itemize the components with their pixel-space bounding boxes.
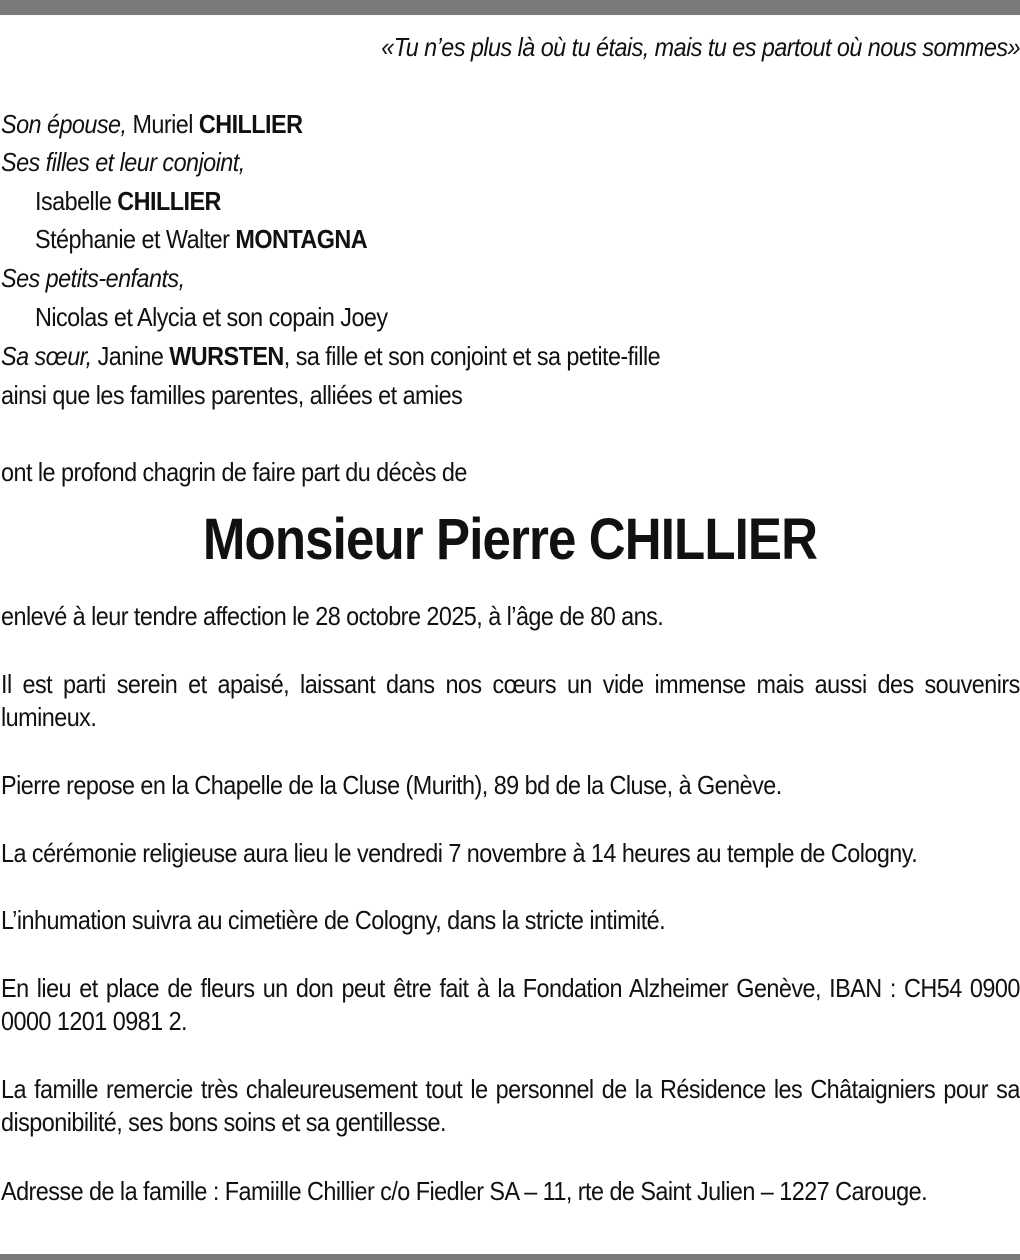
- daughter2-last-name: MONTAGNA: [235, 224, 368, 254]
- daughter1-line: [35, 185, 952, 217]
- announcement-text: ont le profond chagrin de faire part du décès de: [1, 457, 467, 487]
- family-address-paragraph: Adresse de la famille : Famiille Chillier c/o Fiedler SA – 11, rte de Saint Julien – 1227 Carouge.: [1, 1176, 928, 1206]
- repose-paragraph: Pierre repose en la Chapelle de la Cluse (Murith), 89 bd de la Cluse, à Genève.: [1, 770, 782, 800]
- daughter2-line: [35, 223, 952, 255]
- spouse-first-name: Muriel: [126, 109, 199, 139]
- ceremony-paragraph: La cérémonie religieuse aura lieu le vendredi 7 novembre à 14 heures au temple de Cologny.: [1, 838, 918, 868]
- sister-rest: , sa fille et son conjoint et sa petite-fille: [283, 341, 661, 371]
- burial-paragraph: L’inhumation suivra au cimetière de Cologny, dans la stricte intimité.: [1, 905, 666, 935]
- donation-paragraph: En lieu et place de fleurs un don peut être fait à la Fondation Alzheimer Genève, IBAN : CH54 0900 0000 1201 0981 2.: [1, 973, 1020, 1036]
- daughter1-last-name: CHILLIER: [117, 186, 221, 216]
- sister-last-name: WURSTEN: [169, 341, 284, 371]
- daughters-role: Ses filles et leur conjoint,: [1, 147, 245, 177]
- spouse-last-name: CHILLIER: [198, 109, 303, 139]
- grandchildren-role: Ses petits-enfants,: [1, 263, 185, 293]
- spouse-role: Son épouse,: [1, 109, 127, 139]
- death-date-line: enlevé à leur tendre affection le 28 octobre 2025, à l’âge de 80 ans.: [1, 601, 664, 631]
- spouse-line: [1, 108, 918, 140]
- daughter1-first-name: Isabelle: [35, 186, 118, 216]
- daughter2-first-names: Stéphanie et Walter: [35, 224, 236, 254]
- other-relatives: ainsi que les familles parentes, alliées et amies: [1, 380, 463, 410]
- sister-role: Sa sœur,: [1, 341, 92, 371]
- deceased-name: Monsieur Pierre CHILLIER: [202, 507, 818, 572]
- serene-paragraph: Il est parti serein et apaisé, laissant dans nos cœurs un vide immense mais aussi des souvenirs lumineux.: [1, 669, 1020, 732]
- sister-line: [1, 340, 918, 372]
- epigraph-quote: «Tu n’es plus là où tu étais, mais tu es partout où nous sommes»: [381, 32, 1020, 62]
- sister-first-name: Janine: [91, 341, 170, 371]
- bottom-rule: [0, 1254, 1020, 1260]
- thanks-paragraph: La famille remercie très chaleureusement tout le personnel de la Résidence les Châtaigniers pour sa disponibilité, ses bons soins et sa gentillesse.: [1, 1074, 1020, 1137]
- grandchildren-names: Nicolas et Alycia et son copain Joey: [35, 302, 388, 332]
